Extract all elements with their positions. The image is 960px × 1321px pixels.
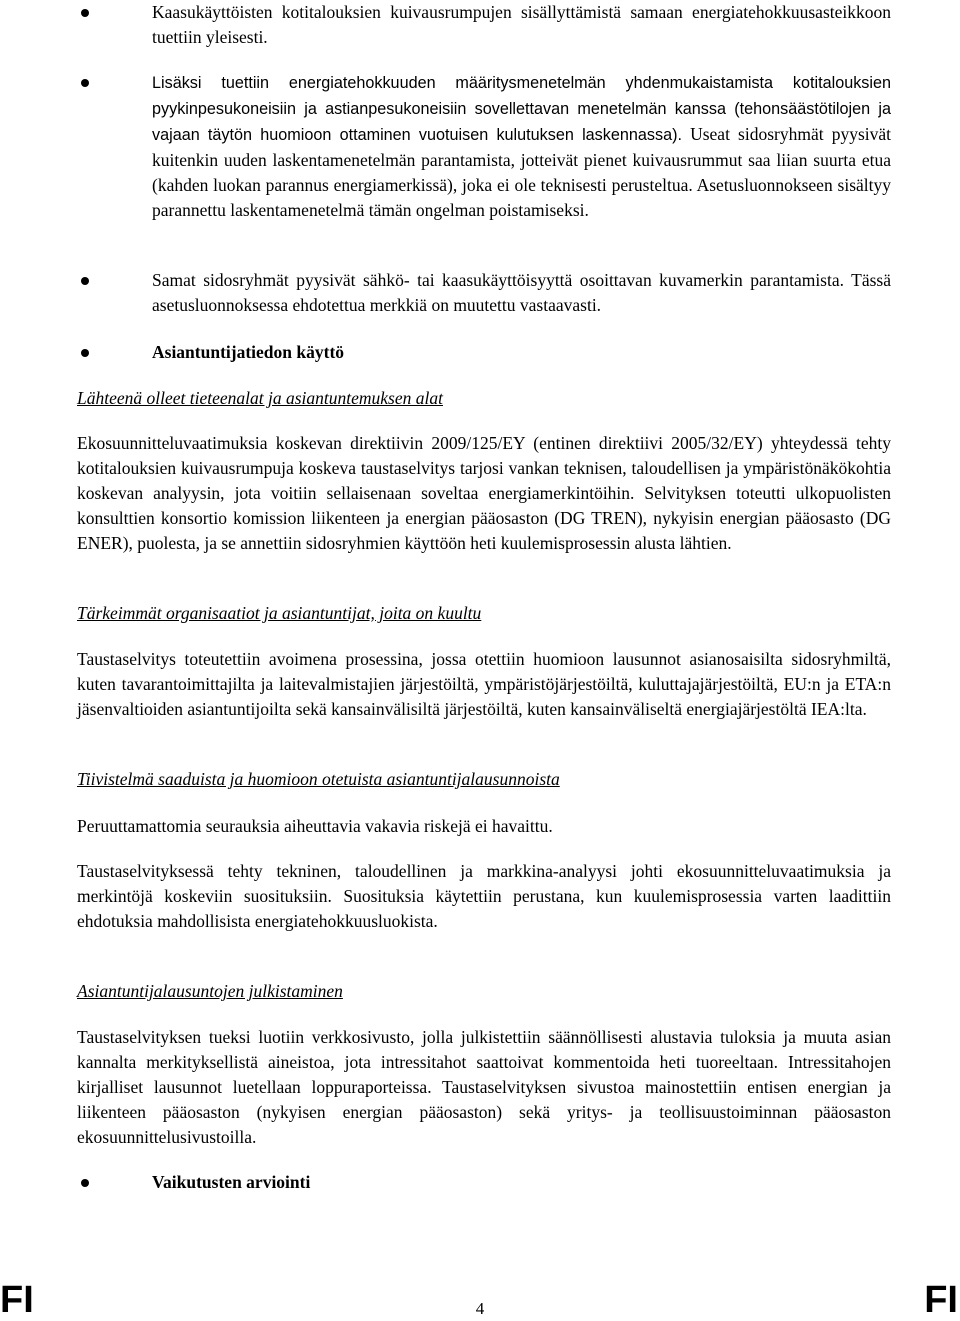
section-title: Asiantuntijatiedon käyttö [152,342,345,362]
bullet-text-sans: Lisäksi tuettiin energiatehokkuuden määritysmenetelmän yhdenmukaistamista kotitalouksien pyykinpesukoneisiin ja astianpesukoneisiin sovellettavan menetelmän kanssa (tehonsäästötilojen ja vajaan täytön huomioon ottaminen vuotuisen kulutuksen laskennassa). [152,74,891,144]
footer-language-left: FI [0,1279,34,1321]
bullet-icon [81,277,89,285]
bullet-icon [81,9,89,17]
bullet-text: Kaasukäyttöisten kotitalouksien kuivausrumpujen sisällyttämistä samaan energiatehokkuusasteikkoon tuettiin yleisesti. [152,2,891,47]
bullet-icon [81,349,89,357]
bullet-text-serif: Useat sidosryhmät pyysivät kuitenkin uuden laskentamenetelmän parantamista, jotteivät pienet kuivausrummut saa liian suurta etua (kahden luokan parannus energiamerkissä), joka ei ole teknisesti perusteltua. Asetusluonnokseen sisältyy parannettu laskentamenetelmä tämän ongelman poistamiseksi. [152,124,892,220]
footer-language-right: FI [924,1279,958,1321]
bullet-icon [81,79,89,87]
paragraph: Peruuttamattomia seurauksia aiheuttavia vakavia riskejä ei havaittu. [77,816,553,836]
section-title: Vaikutusten arviointi [152,1172,311,1192]
page-number: 4 [475,1299,485,1318]
subsection-heading: Tärkeimmät organisaatiot ja asiantuntijat, joita on kuultu [77,603,482,623]
paragraph: Taustaselvitys toteutettiin avoimena prosessina, jossa otettiin huomioon lausunnot asianosaisilta sidosryhmiltä, kuten tavarantoimittajilta ja laitevalmistajien järjestöiltä, ympäristöjärjestöiltä, kuluttajajärjestöiltä, EU:n ja ETA:n jäsenvaltioiden asiantuntijoilta sekä kansainvälisiltä järjestöiltä, kuten kansainväliseltä energiajärjestöltä IEA:lta. [77,649,891,719]
subsection-heading: Tiivistelmä saaduista ja huomioon otetuista asiantuntijalausunnoista [77,769,560,789]
paragraph: Ekosuunnitteluvaatimuksia koskevan direktiivin 2009/125/EY (entinen direktiivi 2005/32/EY) yhteydessä tehty kotitalouksien kuivausrumpuja koskeva taustaselvitys tarjosi vankan teknisen, taloudellisen ja ympäristönäkökohtia koskevan analyysin, jota voitiin sellaisenaan soveltaa energiamerkintöihin. Selvityksen toteutti ulkopuolisten konsulttien konsortio komission liikenteen ja energian pääosaston (DG TREN), nykyisin energian pääosasto (DG ENER), puolesta, ja se annettiin sidosryhmien käyttöön heti kuulemisprosessin alusta lähtien. [77,433,891,553]
subsection-heading: Lähteenä olleet tieteenalat ja asiantuntemuksen alat [77,388,443,408]
bullet-icon [81,1179,89,1187]
paragraph: Taustaselvityksen tueksi luotiin verkkosivusto, jolla julkistettiin säännöllisesti alustavia tuloksia ja muuta asian kannalta merkityksellistä aineistoa, jota intressitahot saattoivat kommentoida heti tuoreeltaan. Intressitahojen kirjalliset lausunnot luetellaan loppuraporteissa. Taustaselvityksen sivustoa mainostettiin entisen energian ja liikenteen pääosaston (nykyisen energian pääosaston) sekä yritys- ja teollisuustoiminnan pääosaston ekosuunnittelusivustoilla. [77,1027,891,1147]
paragraph: Taustaselvityksessä tehty tekninen, taloudellinen ja markkina-analyysi johti ekosuunnitteluvaatimuksia ja merkintöjä koskeviin suosituksiin. Suosituksia käytettiin perustana, kun kuulemisprosessia varten laadittiin ehdotuksia mahdollisista energiatehokkuusluokista. [77,861,891,931]
subsection-heading: Asiantuntijalausuntojen julkistaminen [77,981,343,1001]
bullet-text [152,70,891,223]
bullet-text: Samat sidosryhmät pyysivät sähkö- tai kaasukäyttöisyyttä osoittavan kuvamerkin parantamista. Tässä asetusluonnoksessa ehdotettua merkkiä on muutettu vastaavasti. [152,270,891,315]
